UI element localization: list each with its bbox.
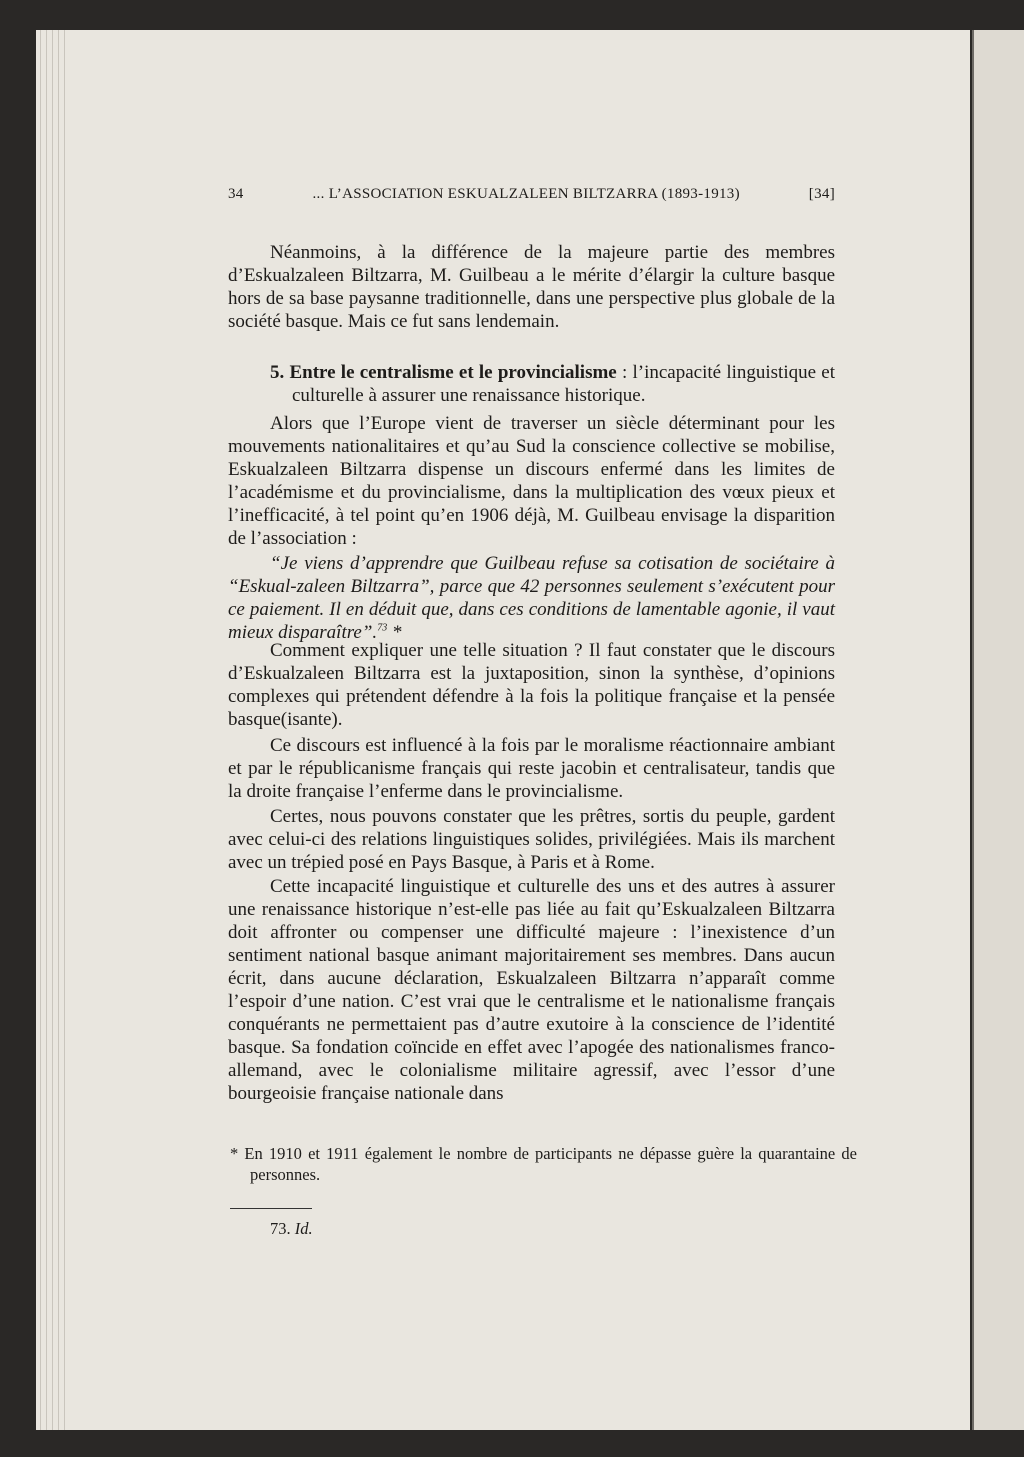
paragraph: Alors que l’Europe vient de traverser un siècle déterminant pour les mouvements nationalitaires et qu’au Sud la conscience collective se mobilise, Eskualzaleen Biltzarra dispense un discours enfermé dans les limites de l’académisme et du provincialisme, dans la multiplication des vœux pieux et l’inefficacité, à tel point qu’en 1906 déjà, M. Guilbeau envisage la disparition de l’association : (228, 413, 835, 549)
page-number: 34 (228, 186, 244, 202)
section-title: 5. Entre le centralisme et le provincialisme (270, 362, 617, 383)
footnote-text: Id. (294, 1219, 313, 1238)
running-header (228, 186, 835, 203)
facing-page (972, 30, 1024, 1430)
running-title: ... L’ASSOCIATION ESKUALZALEEN BILTZARRA (1893-1913) (312, 186, 740, 202)
footnote-73 (270, 1218, 470, 1239)
paragraph: Comment expliquer une telle situation ? Il faut constater que le discours d’Eskualzaleen Biltzarra est la juxtaposition, sinon la synthèse, d’opinions complexes qui prétendent défendre à la fois la politique française et la pensée basque(isante). (228, 640, 835, 730)
paragraph: Cette incapacité linguistique et culturelle des uns et des autres à assurer une renaissance historique n’est-elle pas liée au fait qu’Eskualzaleen Biltzarra doit affronter ou compenser une difficulté majeure : l’inexistence d’un sentiment national basque animant majoritairement ses membres. Dans aucun écrit, dans aucune déclaration, Eskualzaleen Biltzarra n’apparaît comme l’espoir d’une nation. C’est vrai que le centralisme et le nationalisme français conquérants ne permettaient pas d’autre exutoire à la conscience de l’identité basque. Sa fondation coïncide en effet avec l’apogée des nationalismes franco-allemand, avec le colonialisme militaire agressif, avec l’essor d’une bourgeoisie française nationale dans (228, 876, 835, 1104)
footnote-star-text: * En 1910 et 1911 également le nombre de participants ne dépasse guère la quarantaine de personnes. (230, 1144, 857, 1184)
paragraph: Néanmoins, à la différence de la majeure partie des membres d’Eskualzaleen Biltzarra, M. Guilbeau a le mérite d’élargir la culture basque hors de sa base paysanne traditionnelle, dans une perspective plus globale de la société basque. Mais ce fut sans lendemain. (228, 242, 835, 332)
page-edge (52, 30, 53, 1430)
page-edge (46, 30, 47, 1430)
block-quote (228, 552, 835, 644)
footnote-star: * (387, 622, 402, 643)
footnote-rule (230, 1208, 312, 1209)
paragraph: Certes, nous pouvons constater que les prêtres, sortis du peuple, gardent avec celui-ci des relations linguistiques solides, privilégiées. Mais ils marchent avec un trépied posé en Pays Basque, à Paris et à Rome. (228, 806, 835, 873)
paragraph: Ce discours est influencé à la fois par le moralisme réactionnaire ambiant et par le républicanisme français qui reste jacobin et centralisateur, tandis que la droite française l’enferme dans le provincialisme. (228, 735, 835, 802)
footnote-ref: 73 (377, 622, 388, 634)
footnote-number: 73. (270, 1219, 291, 1238)
page-edge (40, 30, 41, 1430)
page-edge (64, 30, 65, 1430)
section-heading (228, 361, 835, 407)
page-edge (58, 30, 59, 1430)
quote-text: “Je viens d’apprendre que Guilbeau refuse sa cotisation de sociétaire à “Eskual-zaleen Biltzarra”, parce que 42 personnes seulement s’exécutent pour ce paiement. Il en déduit que, dans ces conditions de lamentable agonie, il vaut mieux disparaître”. (228, 553, 835, 643)
section-subtitle: : l’incapacité linguistique et culturelle à assurer une renaissance historique. (292, 362, 835, 406)
bracket-page-number: [34] (808, 186, 835, 202)
